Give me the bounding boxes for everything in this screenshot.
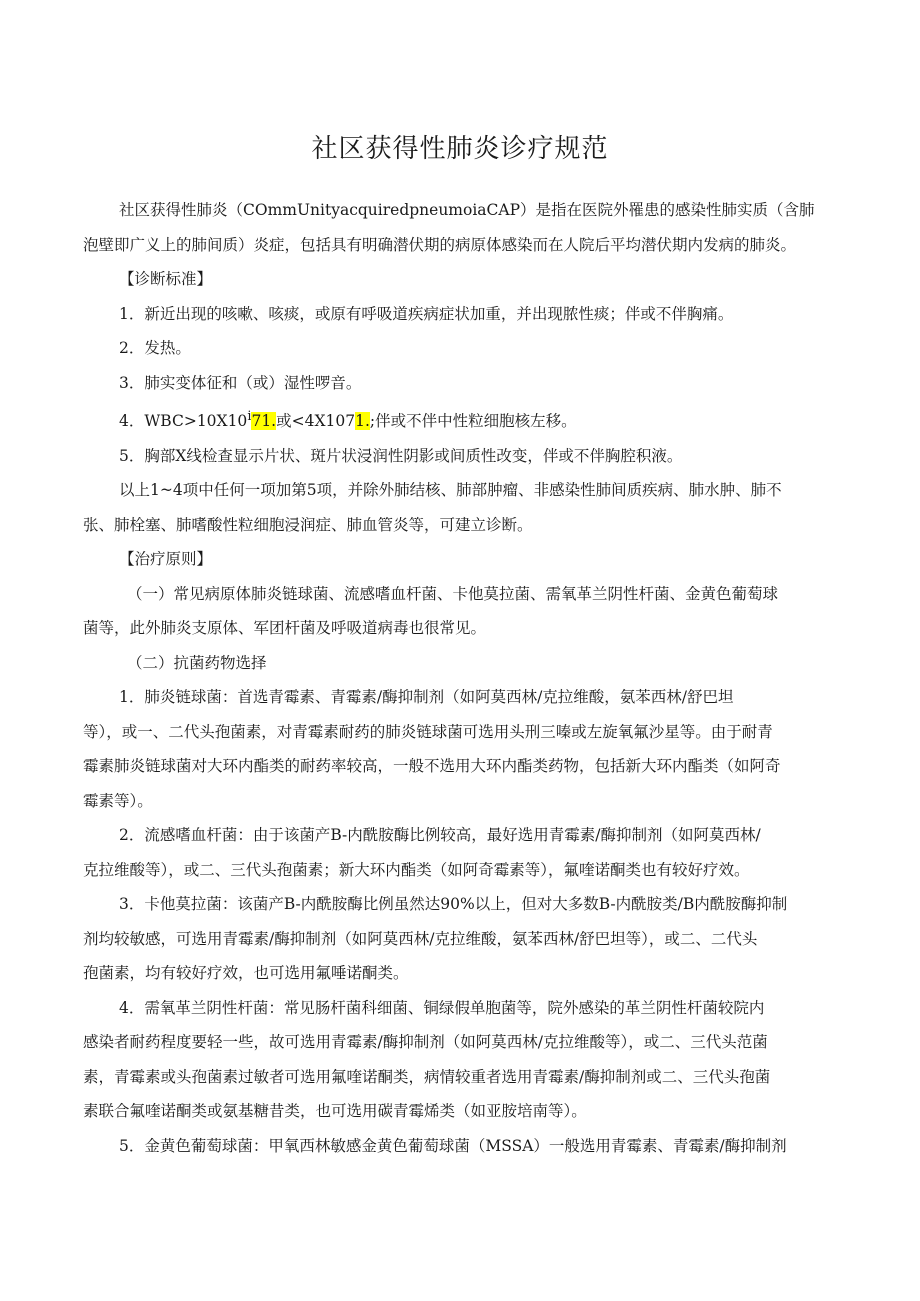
document-body [83,193,843,1163]
treatment-item-4-line-3: 素，青霉素或头孢菌素过敏者可选用氟喹诺酮类，病情较重者选用青霉素/酶抑制剂或二、三代头孢菌 [83,1067,771,1086]
item4-part-c: 或<4X107 [276,412,356,431]
treatment-item-3-line-1: 3．卡他莫拉菌：该菌产B-内酰胺酶比例虽然达90%以上，但对大多数B-内酰胺类/B内酰胺酶抑制 [119,895,788,914]
item4-superscript: i [247,409,252,424]
treatment-item-1-line-3: 霉素肺炎链球菌对大环内酯类的耐药率较高，一般不选用大环内酯类药物，包括新大环内酯类（如阿奇 [83,757,781,776]
treatment-item-4-line-2: 感染者耐药程度要轻一些，故可选用青霉素/酶抑制剂（如阿莫西林/克拉维酸等），或二、三代头范菌 [83,1033,768,1052]
intro-line-1: 社区获得性肺炎（COmmUnityacquiredpneumoiaCAP）是指在医院外罹患的感染性肺实质（含肺 [119,201,815,219]
treatment-item-1-line-2: 等），或一、二代头孢菌素，对青霉素耐药的肺炎链球菌可选用头刑三嗪或左旋氧氟沙星等。由于耐青 [83,722,773,741]
treatment-section-2: （二）抗菌药物选择 [127,653,267,672]
treatment-item-2-line-2: 克拉维酸等），或二、三代头孢菌素；新大环内酯类（如阿奇霉素等），氟喹诺酮类也有较好疗效。 [83,860,750,879]
treatment-item-1-line-1: 1．肺炎链球菌：首选青霉素、青霉素/酶抑制剂（如阿莫西林/克拉维酸，氨苯西林/舒巴坦 [119,688,734,707]
diagnosis-item-1: 1．新近出现的咳嗽、咳痰，或原有呼吸道疾病症状加重，并出现脓性痰；伴或不伴胸痛。 [119,304,734,323]
treatment-item-4-line-4: 素联合氟喹诺酮类或氨基糖昔类，也可选用碳青霉烯类（如亚胺培南等）。 [83,1102,587,1121]
item4-highlight-1: 71. [251,412,277,431]
diagnosis-item-3: 3．肺实变体征和（或）湿性啰音。 [119,373,362,392]
diagnosis-item-5: 5．胸部X线检查显示片状、斑片状浸润性阴影或间质性改变，伴或不伴胸腔积液。 [119,446,683,465]
treatment-section-1-line-2: 菌等，此外肺炎支原体、军团杆菌及呼吸道病毒也很常见。 [83,619,487,638]
diagnosis-summary-1: 以上1~4项中任何一项加第5项，并除外肺结核、肺部肿瘤、非感染性肺间质疾病、肺水肿、肺不 [119,481,782,500]
treatment-item-2-line-1: 2．流感嗜血杆菌：由于该菌产B-内酰胺酶比例较高，最好选用青霉素/酶抑制剂（如阿莫西林/ [119,826,761,845]
treatment-heading: 【治疗原则】 [119,550,213,569]
treatment-item-1-line-4: 霉素等）。 [83,791,153,810]
treatment-item-5-line-1: 5．金黄色葡萄球菌：甲氧西林敏感金黄色葡萄球菌（MSSA）一般选用青霉素、青霉素/酶抑制剂 [119,1136,787,1155]
page-title: 社区获得性肺炎诊疗规范 [311,134,609,164]
treatment-section-1-line-1: （一）常见病原体肺炎链球菌、流感嗜血杆菌、卡他莫拉菌、需氧革兰阴性杆菌、金黄色葡萄球 [127,584,779,603]
treatment-item-3-line-3: 孢菌素，均有较好疗效，也可选用氟唾诺酮类。 [83,964,409,983]
diagnosis-heading: 【诊断标准】 [119,270,213,288]
diagnosis-item-2: 2．发热。 [119,339,191,357]
treatment-item-3-line-2: 剂均较敏感，可选用青霉素/酶抑制剂（如阿莫西林/克拉维酸，氨苯西林/舒巴坦等），或二、二代头 [83,929,758,948]
diagnosis-item-4 [83,400,843,439]
treatment-item-4-line-1: 4．需氧革兰阴性杆菌：常见肠杆菌科细菌、铜绿假单胞菌等，院外感染的革兰阴性杆菌较院内 [119,998,765,1017]
item4-part-a: 4．WBC>10X10 [119,412,248,431]
item4-part-e: ;伴或不伴中性粒细胞核左移。 [369,412,577,431]
diagnosis-summary-2: 张、肺栓塞、肺嗜酸性粒细胞浸润症、肺血管炎等，可建立诊断。 [83,515,533,534]
item4-highlight-2: 1. [355,412,370,431]
intro-line-2: 泡壁即广义上的肺间质）炎症，包括具有明确潜伏期的病原体感染而在人院后平均潜伏期内发病的肺炎。 [83,235,797,254]
